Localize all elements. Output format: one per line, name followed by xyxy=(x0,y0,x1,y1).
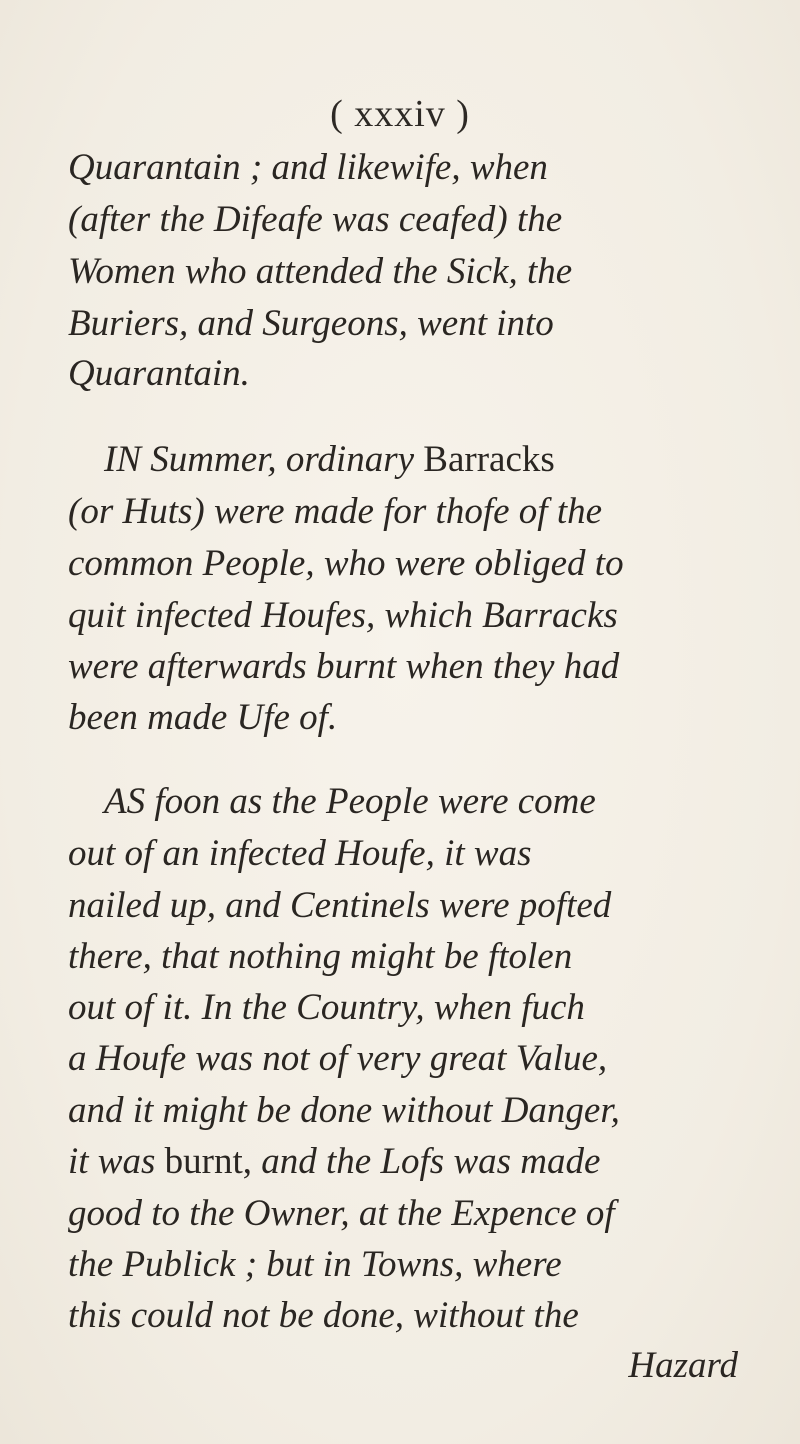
text-span: been made Ufe of. xyxy=(68,697,338,738)
text-line xyxy=(68,594,618,638)
text-span: AS foon as the People were come xyxy=(104,781,596,822)
text-span: good to the Owner, at the Expence of xyxy=(68,1193,615,1234)
text-span: out of it. In the Country, when fuch xyxy=(68,987,585,1028)
text-span: this could not be done, without the xyxy=(68,1295,579,1336)
text-span: nailed up, and Centinels were pofted xyxy=(68,885,612,926)
text-line xyxy=(68,1089,620,1133)
text-line xyxy=(68,1037,607,1081)
text-line xyxy=(68,490,602,534)
text-line xyxy=(68,935,572,979)
text-span: common People, who were obliged to xyxy=(68,543,624,584)
text-span: a Houfe was not of very great Value, xyxy=(68,1038,608,1079)
text-span: out of an infected Houfe, it was xyxy=(68,833,532,874)
text-span-roman: Barracks xyxy=(423,439,555,480)
text-line xyxy=(68,986,585,1030)
text-line xyxy=(68,146,548,190)
page-number-header: ( xxxiv ) xyxy=(330,93,470,135)
text-line xyxy=(68,884,611,928)
text-line xyxy=(68,1140,600,1184)
text-line xyxy=(68,645,619,689)
text-line xyxy=(68,302,554,346)
text-line xyxy=(68,1294,579,1338)
paragraph-start-line xyxy=(104,780,596,824)
text-span: quit infected Houfes, which Barracks xyxy=(68,595,618,636)
text-line xyxy=(68,352,250,396)
text-line xyxy=(68,1192,615,1236)
text-span: and it might be done without Danger, xyxy=(68,1090,620,1131)
text-span: there, that nothing might be ftolen xyxy=(68,936,573,977)
text-span: IN Summer, ordinary xyxy=(104,439,424,480)
text-span: Quarantain ; and likewife, when xyxy=(68,147,548,188)
text-span: Quarantain. xyxy=(68,353,250,394)
text-line xyxy=(68,542,624,586)
text-line xyxy=(68,832,531,876)
text-line xyxy=(68,198,562,242)
text-span: it was xyxy=(68,1141,165,1182)
text-span: (after the Difeafe was ceafed) the xyxy=(68,199,563,240)
text-span: the Publick ; but in Towns, where xyxy=(68,1244,562,1285)
text-span: were afterwards burnt when they had xyxy=(68,646,620,687)
text-span: Hazard xyxy=(628,1345,738,1386)
text-line xyxy=(68,1243,562,1287)
text-span: Women who attended the Sick, the xyxy=(68,251,573,292)
text-span: Buriers, and Surgeons, went into xyxy=(68,303,554,344)
text-span-roman: burnt, xyxy=(164,1141,252,1182)
text-line xyxy=(68,250,572,294)
catchword xyxy=(628,1344,738,1388)
text-line xyxy=(68,696,337,740)
text-span: and the Lofs was made xyxy=(252,1141,601,1182)
paragraph-start-line xyxy=(104,438,555,482)
text-span: (or Huts) were made for thofe of the xyxy=(68,491,603,532)
